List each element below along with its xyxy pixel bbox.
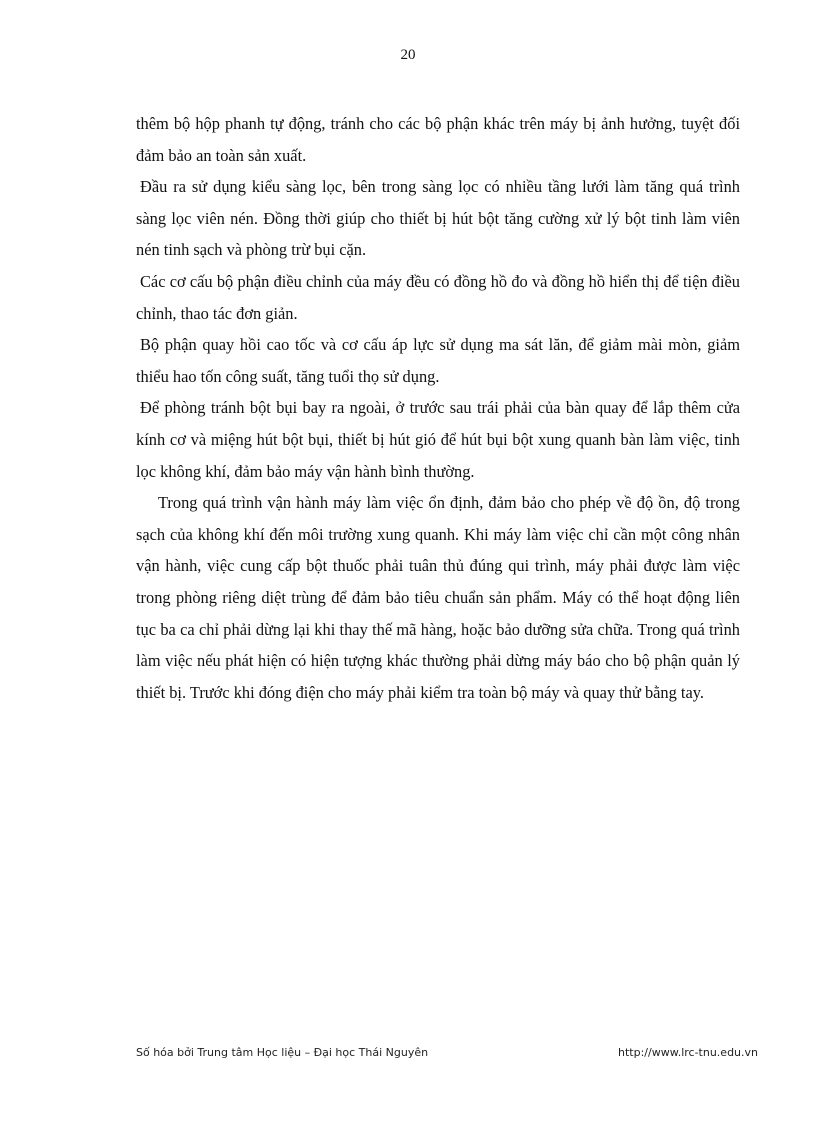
paragraph-output-sieve: Đầu ra sử dụng kiểu sàng lọc, bên trong sàng lọc có nhiều tầng lưới làm tăng quá trình sàng lọc viên nén. Đồng thời giúp cho thiết bị hút bột tăng cường xử lý bột tinh làm viên nén tinh sạch và phòng trừ bụi cặn. <box>136 177 740 260</box>
footer-credit: Số hóa bởi Trung tâm Học liệu – Đại học Thái Nguyên <box>136 1046 429 1059</box>
paragraph-dust-protection: Để phòng tránh bột bụi bay ra ngoài, ở trước sau trái phải của bàn quay để lắp thêm cửa kính cơ và miệng hút bột bụi, thiết bị hút gió để hút bụi bột xung quanh bàn làm việc, tinh lọc không khí, đảm bảo máy vận hành bình thường. <box>136 398 740 481</box>
paragraph-rolling-friction: Bộ phận quay hồi cao tốc và cơ cấu áp lực sử dụng ma sát lăn, để giảm mài mòn, giảm thiểu hao tốn công suất, tăng tuổi thọ sử dụng. <box>136 335 740 386</box>
page-number: 20 <box>400 47 416 63</box>
paragraph-brake-box: thêm bộ hộp phanh tự động, tránh cho các bộ phận khác trên máy bị ảnh hưởng, tuyệt đối đảm bảo an toàn sản xuất. <box>136 114 740 165</box>
paragraph-operation: Trong quá trình vận hành máy làm việc ổn định, đảm bảo cho phép về độ ồn, độ trong sạch của không khí đến môi trường xung quanh. Khi máy làm việc chỉ cần một công nhân vận hành, việc cung cấp bột thuốc phải tuân thủ đúng qui trình, máy phải được làm việc trong phòng riêng diệt trùng để đảm bảo tiêu chuẩn sản phẩm. Máy có thể hoạt động liên tục ba ca chỉ phải dừng lại khi thay thế mã hàng, hoặc bảo dưỡng sửa chữa. Trong quá trình làm việc nếu phát hiện có hiện tượng khác thường phải dừng máy báo cho bộ phận quản lý thiết bị. Trước khi đóng điện cho máy phải kiểm tra toàn bộ máy và quay thử bằng tay. <box>136 493 740 702</box>
paragraph-adjustment-gauges: Các cơ cấu bộ phận điều chỉnh của máy đều có đồng hồ đo và đồng hồ hiển thị để tiện điều chỉnh, thao tác đơn giản. <box>136 271 740 323</box>
document-body <box>136 108 740 708</box>
footer-url: http://www.lrc-tnu.edu.vn <box>618 1046 758 1059</box>
page-footer <box>136 1046 758 1059</box>
